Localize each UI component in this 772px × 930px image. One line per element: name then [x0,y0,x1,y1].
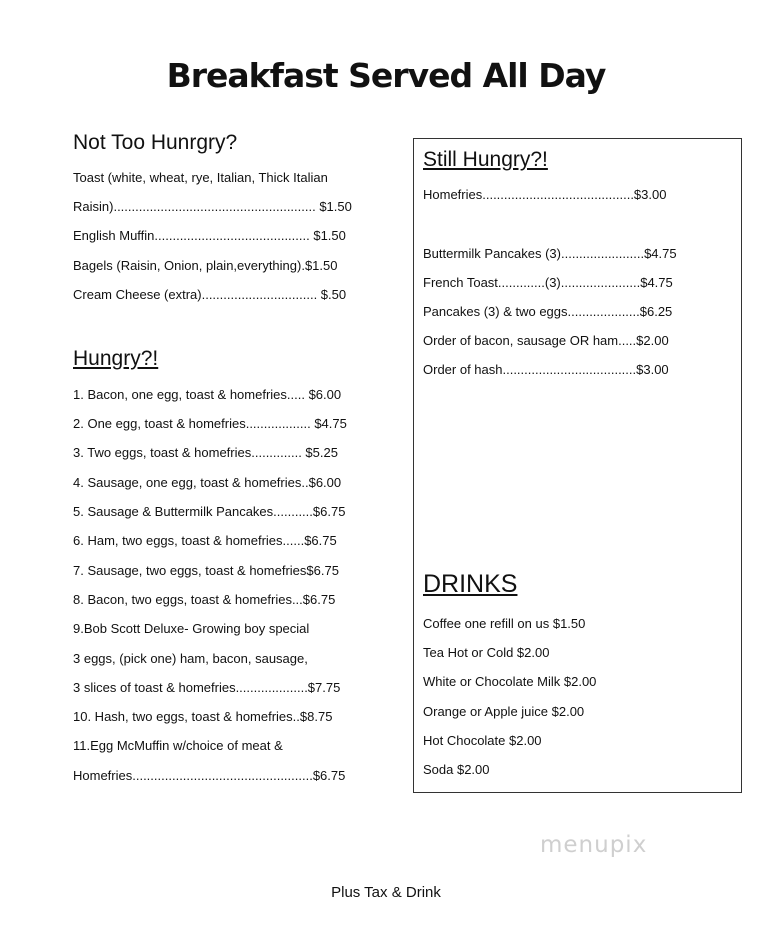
menu-line: Homefries..................................................$6.75 [73,768,346,783]
menu-line: Toast (white, wheat, rye, Italian, Thick Italian [73,170,328,185]
menu-line: 9.Bob Scott Deluxe- Growing boy special [73,621,310,636]
menu-line: 1. Bacon, one egg, toast & homefries..... $6.00 [73,387,342,402]
drink-line: Orange or Apple juice $2.00 [423,704,585,719]
heading-hungry: Hungry?! [73,347,159,370]
menu-line: Order of bacon, sausage OR ham.....$2.00 [423,333,669,348]
still-hungry-box [413,138,742,793]
menu-line: English Muffin........................................... $1.50 [73,228,346,243]
drink-line: Hot Chocolate $2.00 [423,733,542,748]
heading-not-too-hungry: Not Too Hunrgry? [73,131,238,154]
menu-line: 8. Bacon, two eggs, toast & homefries...$6.75 [73,592,336,607]
menu-line: 3 slices of toast & homefries....................$7.75 [73,680,341,695]
menu-line: 3 eggs, (pick one) ham, bacon, sausage, [73,651,308,666]
menu-line: 4. Sausage, one egg, toast & homefries..$6.00 [73,475,342,490]
menu-line: 6. Ham, two eggs, toast & homefries......$6.75 [73,533,337,548]
menu-line: 11.Egg McMuffin w/choice of meat & [73,738,283,753]
menu-line: Pancakes (3) & two eggs....................$6.25 [423,304,673,319]
watermark: menupix [540,832,648,858]
menu-line: 7. Sausage, two eggs, toast & homefries$6.75 [73,563,339,578]
drink-line: White or Chocolate Milk $2.00 [423,674,597,689]
drink-line: Coffee one refill on us $1.50 [423,616,586,631]
menu-line: Cream Cheese (extra)................................ $.50 [73,287,347,302]
footer-note: Plus Tax & Drink [331,884,441,901]
menu-line: 5. Sausage & Buttermilk Pancakes...........$6.75 [73,504,346,519]
menu-line: Raisin)........................................................ $1.50 [73,199,352,214]
menu-line: French Toast.............(3)......................$4.75 [423,275,673,290]
heading-still-hungry: Still Hungry?! [423,148,548,171]
menu-line: Bagels (Raisin, Onion, plain,everything).$1.50 [73,258,338,273]
menu-line: Order of hash.....................................$3.00 [423,362,669,377]
menu-line: 10. Hash, two eggs, toast & homefries..$8.75 [73,709,333,724]
heading-drinks: DRINKS [423,570,518,598]
menu-line: Homefries..........................................$3.00 [423,187,667,202]
drink-line: Soda $2.00 [423,762,490,777]
menu-line: 3. Two eggs, toast & homefries.............. $5.25 [73,445,338,460]
menu-line: 2. One egg, toast & homefries.................. $4.75 [73,416,347,431]
menu-title: Breakfast Served All Day [166,56,606,95]
drink-line: Tea Hot or Cold $2.00 [423,645,550,660]
menu-line: Buttermilk Pancakes (3).......................$4.75 [423,246,677,261]
